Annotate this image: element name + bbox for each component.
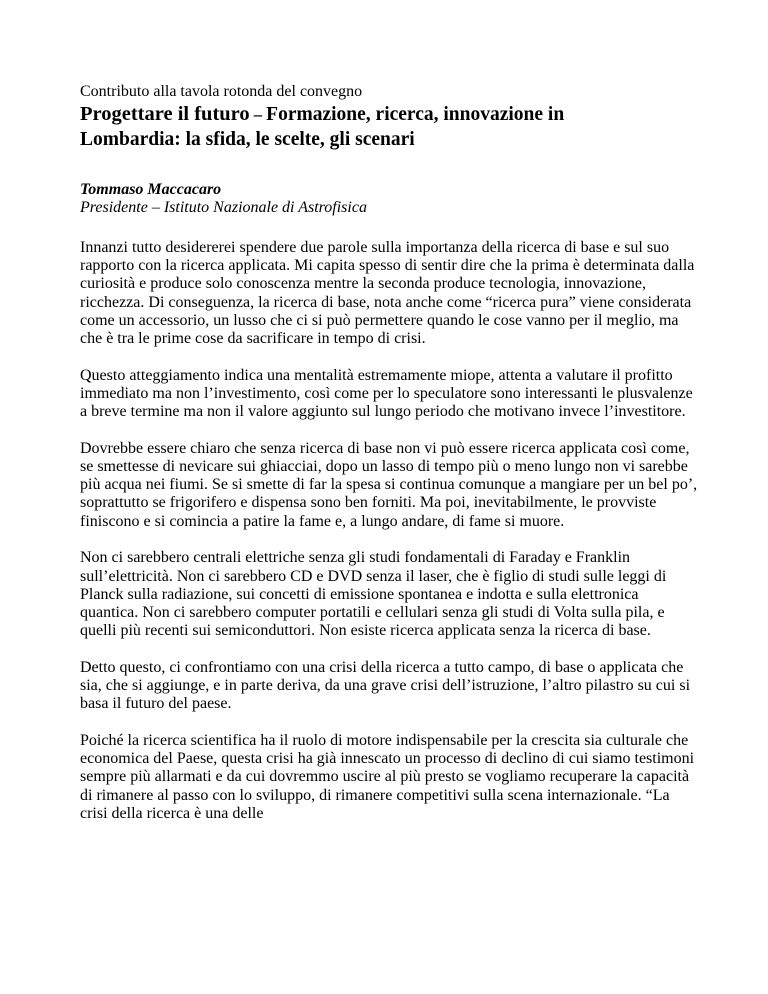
paragraph: Poiché la ricerca scientifica ha il ruolo di motore indispensabile per la crescita sia culturale che economica del Paese, questa crisi ha già innescato un processo di declino di cui siamo testimoni sempre più allarmati e da cui dovremmo uscire al più presto se vogliamo recuperare la capacità di rimanere al passo con lo sviluppo, di rimanere competitivi sulla scena internazionale. “La crisi della ricerca è una delle <box>80 731 695 822</box>
paragraph: Innanzi tutto desidererei spendere due parole sulla importanza della ricerca di base e sul suo rapporto con la ricerca applicata. Mi capita spesso di sentir dire che la prima è determinata dalla curiosità e produce solo conoscenza mentre la seconda produce tecnologia, innovazione, ricchezza. Di conseguenza, la ricerca di base, nota anche come “ricerca pura” viene considerata come un accessorio, un lusso che ci si può permettere quando le cose vanno per il meglio, ma che è tra le prime cose da sacrificare in tempo di crisi. <box>80 239 695 348</box>
intro-line: Contributo alla tavola rotonda del convegno <box>80 83 363 100</box>
title-dash: – <box>249 105 267 124</box>
author-block <box>80 181 700 217</box>
title-line2: Lombardia: la sfida, le scelte, gli scenari <box>80 129 415 150</box>
author-role: Presidente – Istituto Nazionale di Astrofisica <box>80 199 367 216</box>
author-name: Tommaso Maccacaro <box>80 181 222 198</box>
paragraph: Detto questo, ci confrontiamo con una crisi della ricerca a tutto campo, di base o applicata che sia, che si aggiunge, e in parte deriva, da una grave crisi dell’istruzione, l’altro pilastro su cui si basa il futuro del paese. <box>80 658 691 713</box>
title-rest-line1: Formazione, ricerca, innovazione in <box>266 104 565 125</box>
paragraph: Non ci sarebbero centrali elettriche senza gli studi fondamentali di Faraday e Franklin sull’elettricità. Non ci sarebbero CD e DVD senza il laser, che è figlio di studi sulle leggi di Planck sulla radiazione, sui concetti di emissione spontanea e indotta e sulla elettronica quantica. Non ci sarebbero computer portatili e cellulari senza gli studi di Volta sulla pila, e quelli più recenti sui semiconduttori. Non esiste ricerca applicata senza la ricerca di base. <box>80 549 667 640</box>
paragraph: Questo atteggiamento indica una mentalità estremamente miope, attenta a valutare il profitto immediato ma non l’investimento, così come per lo speculatore sono interessanti le plusvalenze a breve termine ma non il valore aggiunto sul lungo periodo che motivano invece l’investitore. <box>80 366 693 421</box>
document-page <box>80 83 700 841</box>
paragraph: Dovrebbe essere chiaro che senza ricerca di base non vi può essere ricerca applicata così come, se smettesse di nevicare sui ghiacciai, dopo un lasso di tempo più o meno lungo non vi sarebbe più acqua nei fiumi. Se si smette di far la spesa si continua comunque a mangiare per un bel po’, soprattutto se frigorifero e dispensa sono ben forniti. Ma poi, inevitabilmente, le provviste finiscono e si comincia a patire la fame e, a lungo andare, di fame si muore. <box>80 439 698 530</box>
title-main: Progettare il futuro <box>80 103 250 125</box>
document-title <box>80 102 700 153</box>
body-text <box>80 239 700 823</box>
